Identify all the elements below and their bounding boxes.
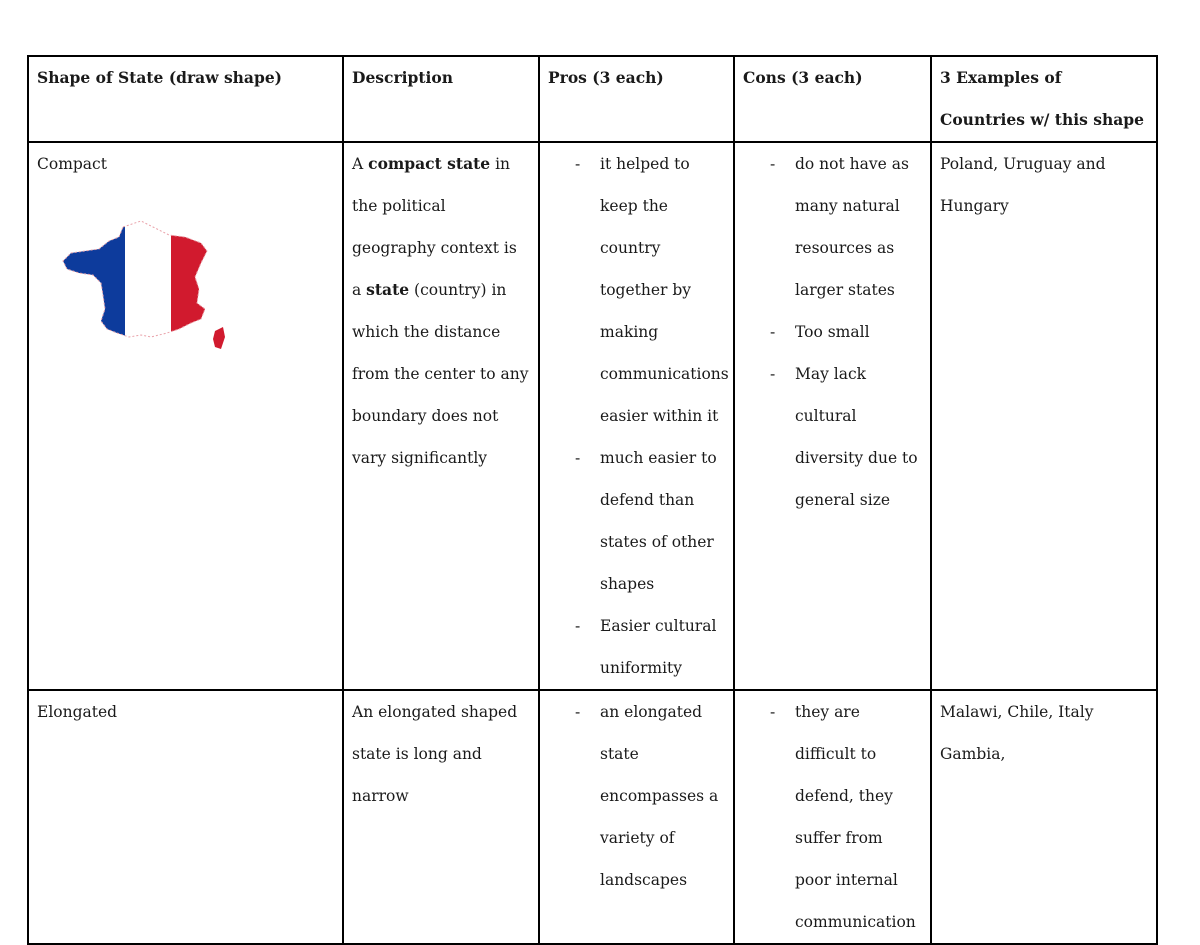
list-item: - it helped to keep the country together by making communications easier within it xyxy=(548,143,725,437)
shape-label-elongated: Elongated xyxy=(37,703,118,721)
france-flag-map-icon xyxy=(45,191,235,381)
list-item: - May lack cultural diversity due to general size xyxy=(743,353,922,521)
list-item: - much easier to defend than states of other shapes xyxy=(548,437,725,605)
header-description xyxy=(343,56,539,142)
desc-text-2: in the political geography context is a xyxy=(352,155,517,299)
table-row-compact xyxy=(28,142,1157,690)
desc-bold-compact-state: compact state xyxy=(368,154,491,173)
list-item: - Too small xyxy=(743,311,922,353)
header-shape xyxy=(28,56,343,142)
desc-text-1: A xyxy=(352,155,369,173)
header-pros-text: Pros (3 each) xyxy=(548,68,664,87)
cell-shape-elongated xyxy=(28,690,343,944)
list-item: - do not have as many natural resources as larger states xyxy=(743,143,922,311)
table-header-row xyxy=(28,56,1157,142)
cell-shape-compact xyxy=(28,142,343,690)
cell-description-compact xyxy=(343,142,539,690)
desc-bold-state: state xyxy=(366,280,410,299)
examples-text-elongated: Malawi, Chile, Italy Gambia, xyxy=(940,703,1094,763)
pros-list-compact xyxy=(548,143,729,689)
header-examples-text: 3 Examples of Countries w/ this shape xyxy=(940,68,1144,129)
header-description-text: Description xyxy=(352,68,454,87)
header-cons xyxy=(734,56,931,142)
cell-pros-compact xyxy=(539,142,734,690)
cell-cons-compact xyxy=(734,142,931,690)
cell-description-elongated xyxy=(343,690,539,944)
header-shape-text: Shape of State (draw shape) xyxy=(37,68,283,87)
list-item: - they are difficult to defend, they suffer from poor internal communication xyxy=(743,691,922,943)
france-map-svg xyxy=(45,191,235,381)
cons-list-elongated xyxy=(743,691,922,943)
list-item: - an elongated state encompasses a variety of landscapes xyxy=(548,691,725,901)
examples-text-compact: Poland, Uruguay and Hungary xyxy=(940,155,1106,215)
desc-text-elongated: An elongated shaped state is long and narrow xyxy=(352,703,518,805)
header-examples xyxy=(931,56,1157,142)
state-shapes-table xyxy=(27,55,1158,945)
cell-cons-elongated xyxy=(734,690,931,944)
cell-examples-elongated xyxy=(931,690,1157,944)
shape-label-compact: Compact xyxy=(37,155,107,173)
table-row-elongated xyxy=(28,690,1157,944)
header-cons-text: Cons (3 each) xyxy=(743,68,863,87)
list-item: - Easier cultural uniformity xyxy=(548,605,725,689)
pros-list-elongated xyxy=(548,691,725,901)
desc-text-3: (country) in which the distance from the center to any boundary does not vary significantly xyxy=(352,281,529,467)
cell-pros-elongated xyxy=(539,690,734,944)
cell-examples-compact xyxy=(931,142,1157,690)
header-pros xyxy=(539,56,734,142)
cons-list-compact xyxy=(743,143,922,521)
